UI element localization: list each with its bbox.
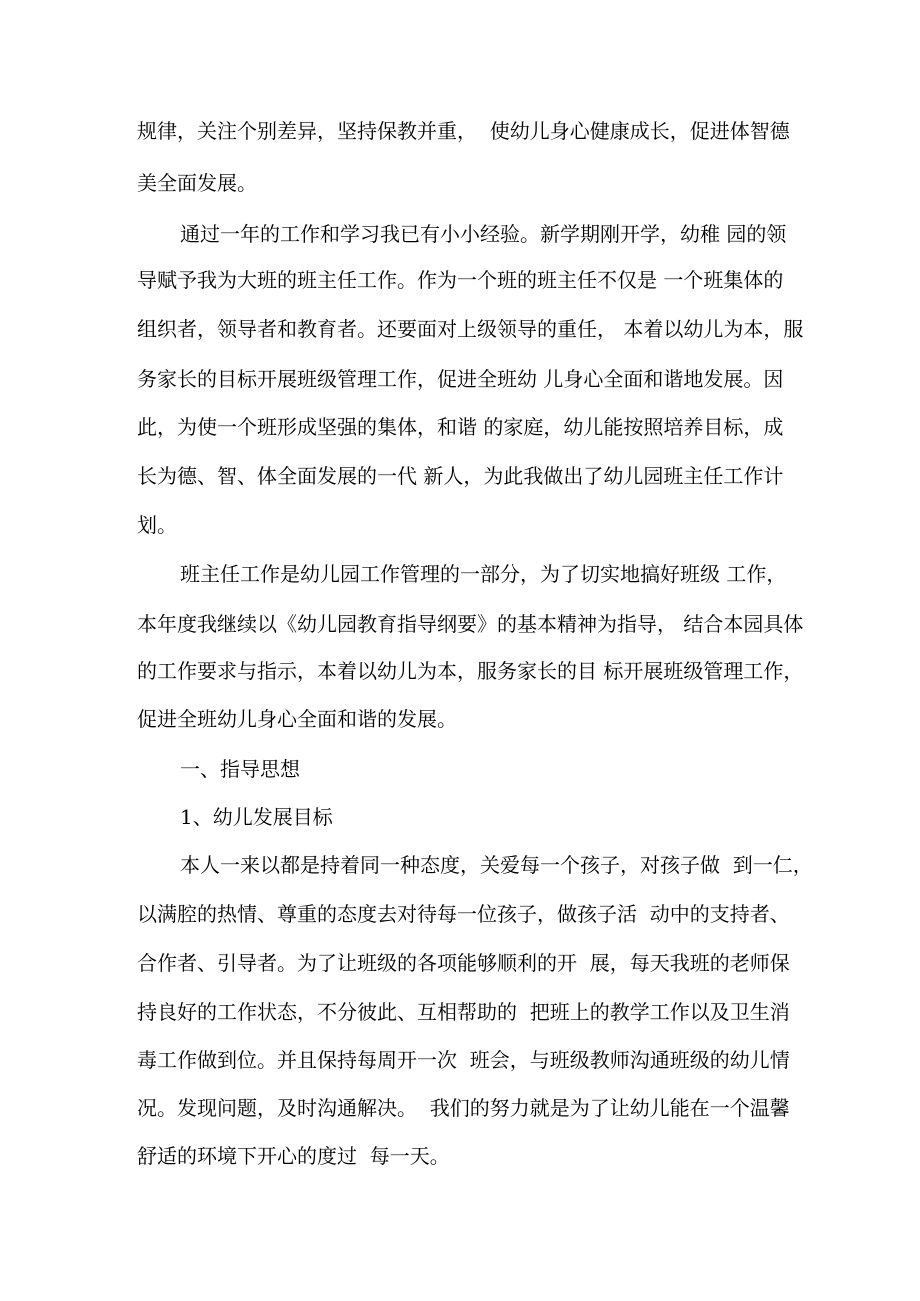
text-line: 况。发现问题，及时沟通解决。 我们的努力就是为了让幼儿能在一个温馨 bbox=[137, 1096, 790, 1120]
text-line: 长为德、智、体全面发展的一代 新人，为此我做出了幼儿园班主任工作计 bbox=[137, 464, 784, 488]
text-line: 此，为使一个班形成坚强的集体，和谐 的家庭，幼儿能按照培养目标，成 bbox=[137, 415, 784, 439]
text-line: 划。 bbox=[137, 513, 177, 537]
text-line: 务家长的目标开展班级管理工作，促进全班幼 儿身心全面和谐地发展。因 bbox=[137, 367, 784, 391]
text-line: 本年度我继续以《幼儿园教育指导纲要》的基本精神为指导， 结合本园具体 bbox=[137, 612, 804, 636]
text-line: 的工作要求与指示，本着以幼儿为本，服务家长的目 标开展班级管理工作， bbox=[137, 659, 804, 683]
text-line: 组织者，领导者和教育者。还要面对上级领导的重任， 本着以幼儿为本，服 bbox=[137, 317, 804, 341]
paragraph-first-line: 本人一来以都是持着同一种态度，关爱每一个孩子，对孩子做 到一仁， bbox=[180, 853, 813, 877]
text-line: 持良好的工作状态，不分彼此、互相帮助的 把班上的教学工作以及卫生消 bbox=[137, 1000, 790, 1024]
subsection-heading: 1、幼儿发展目标 bbox=[180, 805, 333, 829]
text-line: 舒适的环境下开心的度过 每一天。 bbox=[137, 1144, 450, 1168]
paragraph-first-line: 通过一年的工作和学习我已有小小经验。新学期刚开学，幼稚 园的领 bbox=[180, 222, 787, 246]
text-line: 以满腔的热情、尊重的态度去对待每一位孩子，做孩子活 动中的支持者、 bbox=[137, 902, 790, 926]
section-heading: 一、指导思想 bbox=[180, 757, 300, 781]
text-line: 合作者、引导者。为了让班级的各项能够顺利的开 展，每天我班的老师保 bbox=[137, 951, 790, 975]
text-line: 导赋予我为大班的班主任工作。作为一个班的班主任不仅是 一个班集体的 bbox=[137, 268, 784, 292]
paragraph-first-line: 班主任工作是幼儿园工作管理的一部分，为了切实地搞好班级 工作， bbox=[180, 562, 787, 586]
text-line: 促进全班幼儿身心全面和谐的发展。 bbox=[137, 707, 457, 731]
text-line: 规律，关注个别差异，坚持保教并重， 使幼儿身心健康成长，促进体智德 bbox=[137, 119, 790, 143]
text-line: 毒工作做到位。并且保持每周开一次 班会，与班级教师沟通班级的幼儿情 bbox=[137, 1048, 790, 1072]
text-line: 美全面发展。 bbox=[137, 171, 257, 195]
